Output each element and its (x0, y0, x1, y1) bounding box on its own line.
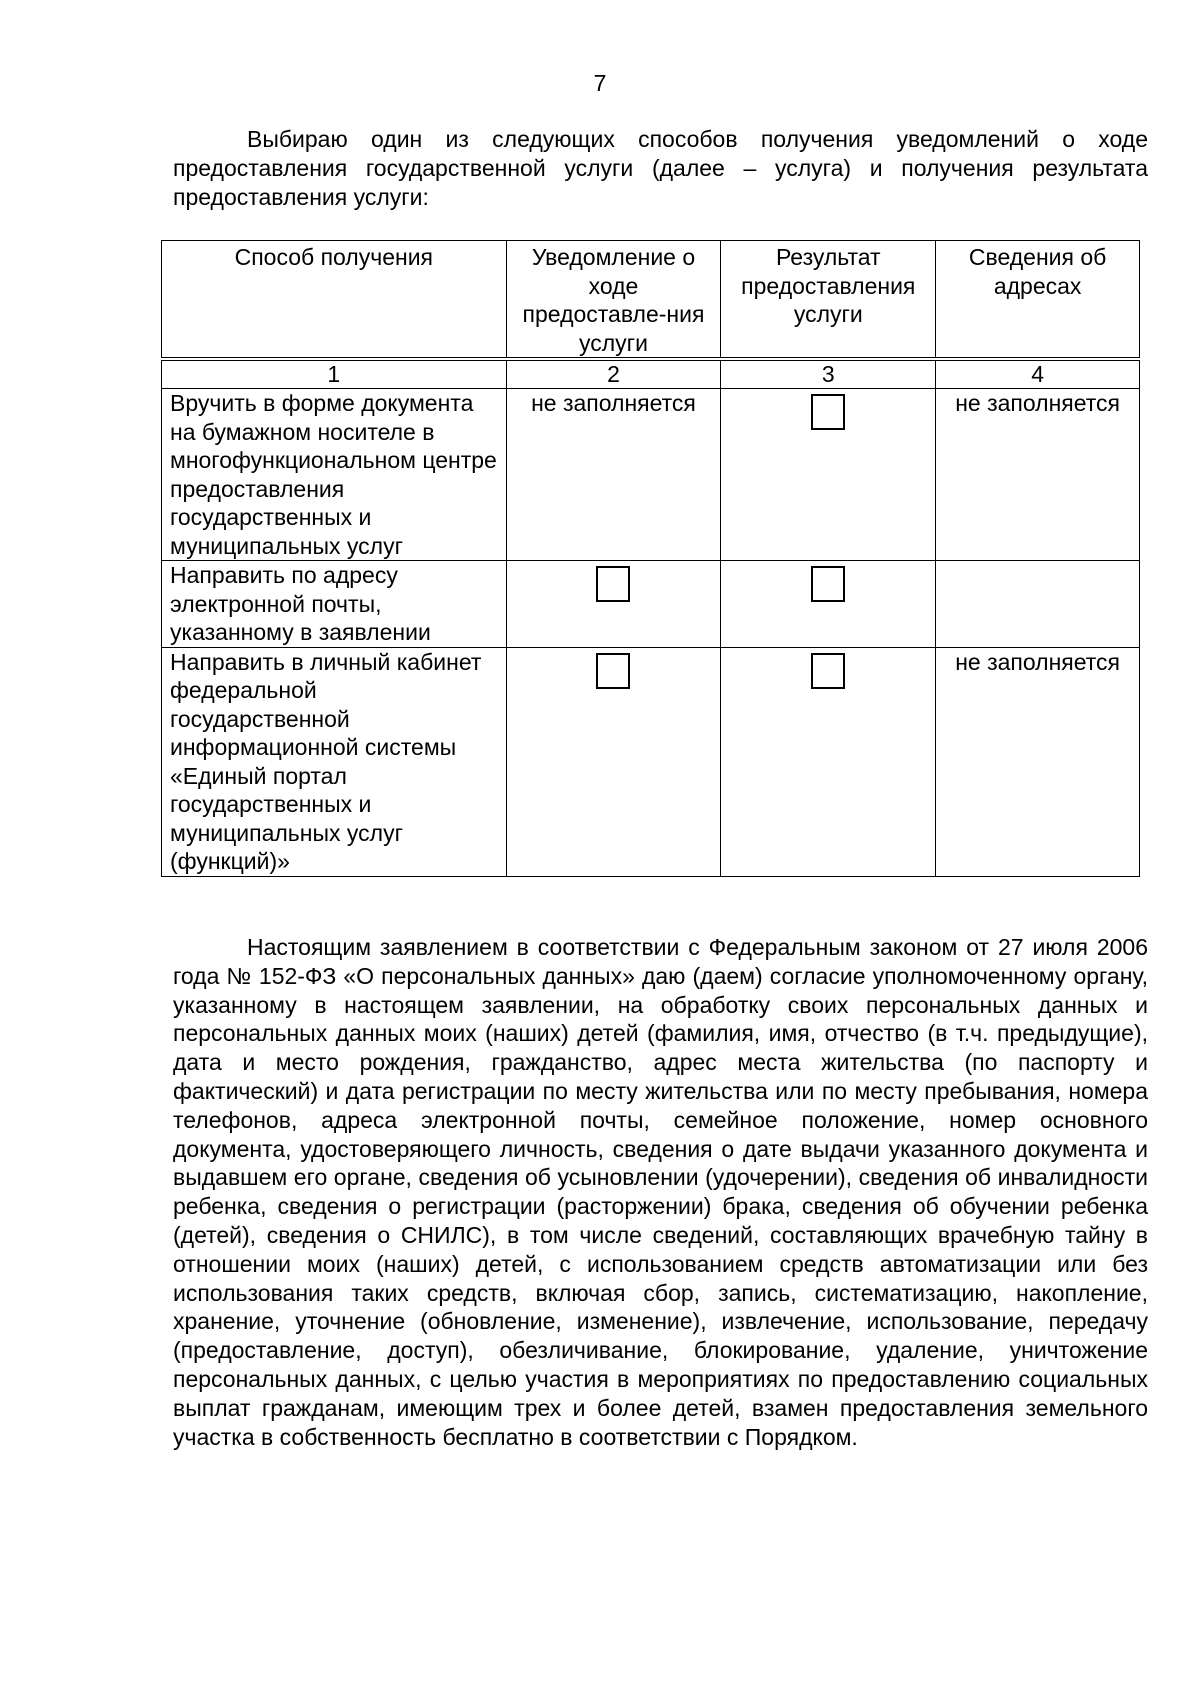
method-gosuslugi-portal: Направить в личный кабинет федеральной государственной информационной системы «Единый портал государственных и муниципальных услуг (функций)» (162, 647, 507, 876)
intro-paragraph: Выбираю один из следующих способов получения уведомлений о ходе предоставления государственной услуги (далее – услуга) и получения результата предоставления услуги: (173, 126, 1148, 210)
table-row (162, 647, 1140, 876)
method-email: Направить по адресу электронной почты, указанному в заявлении (162, 561, 507, 648)
addresses-email-cell (936, 561, 1140, 648)
result-portal-checkbox[interactable] (811, 653, 845, 689)
header-addresses: Сведения об адресах (936, 241, 1140, 360)
result-cell (721, 389, 936, 561)
column-number: 3 (721, 359, 936, 389)
method-paper-mfc: Вручить в форме документа на бумажном носителе в многофункциональном центре предоставления государственных и муниципальных услуг (162, 389, 507, 561)
result-paper-checkbox[interactable] (811, 394, 845, 430)
header-method: Способ получения (162, 241, 507, 360)
table-row (162, 561, 1140, 648)
result-cell (721, 561, 936, 648)
table-header-row (162, 241, 1140, 360)
notification-cell (506, 647, 721, 876)
header-result: Результат предоставления услуги (721, 241, 936, 360)
notification-cell (506, 561, 721, 648)
addresses-not-filled: не заполняется (936, 389, 1140, 561)
notification-email-checkbox[interactable] (596, 566, 630, 602)
page-number: 7 (593, 70, 607, 96)
notification-not-filled: не заполняется (506, 389, 721, 561)
delivery-methods-table (161, 240, 1140, 877)
column-number: 4 (936, 359, 1140, 389)
notification-portal-checkbox[interactable] (596, 653, 630, 689)
result-cell (721, 647, 936, 876)
result-email-checkbox[interactable] (811, 566, 845, 602)
addresses-not-filled: не заполняется (936, 647, 1140, 876)
column-number: 2 (506, 359, 721, 389)
column-number: 1 (162, 359, 507, 389)
column-number-row (162, 359, 1140, 389)
table-row (162, 389, 1140, 561)
header-notification: Уведомление о ходе предоставле-ния услуги (506, 241, 721, 360)
consent-paragraph: Настоящим заявлением в соответствии с Федеральным законом от 27 июля 2006 года № 152-ФЗ «О персональных данных» даю (даем) согласие уполномоченному органу, указанному в настоящем заявлении, на обработку своих персональных данных и персональных данных моих (наших) детей (фамилия, имя, отчество (в т.ч. предыдущие), дата и место рождения, гражданство, адрес места жительства (по паспорту и фактический) и дата регистрации по месту жительства или по месту пребывания, номера телефонов, адреса электронной почты, семейное положение, номер основного документа, удостоверяющего личность, сведения о дате выдачи указанного документа и выдавшем его органе, сведения об усыновлении (удочерении), сведения об инвалидности ребенка, сведения о регистрации (расторжении) брака, сведения об обучении ребенка (детей), сведения о СНИЛС), в том числе сведений, составляющих врачебную тайну в отношении моих (наших) детей, с использованием средств автоматизации или без использования таких средств, включая сбор, запись, систематизацию, накопление, хранение, уточнение (обновление, изменение), извлечение, использование, передачу (предоставление, доступ), обезличивание, блокирование, удаление, уничтожение персональных данных, с целью участия в мероприятиях по предоставлению социальных выплат гражданам, имеющим трех и более детей, взамен предоставления земельного участка в собственность бесплатно в соответствии с Порядком. (173, 934, 1148, 1450)
